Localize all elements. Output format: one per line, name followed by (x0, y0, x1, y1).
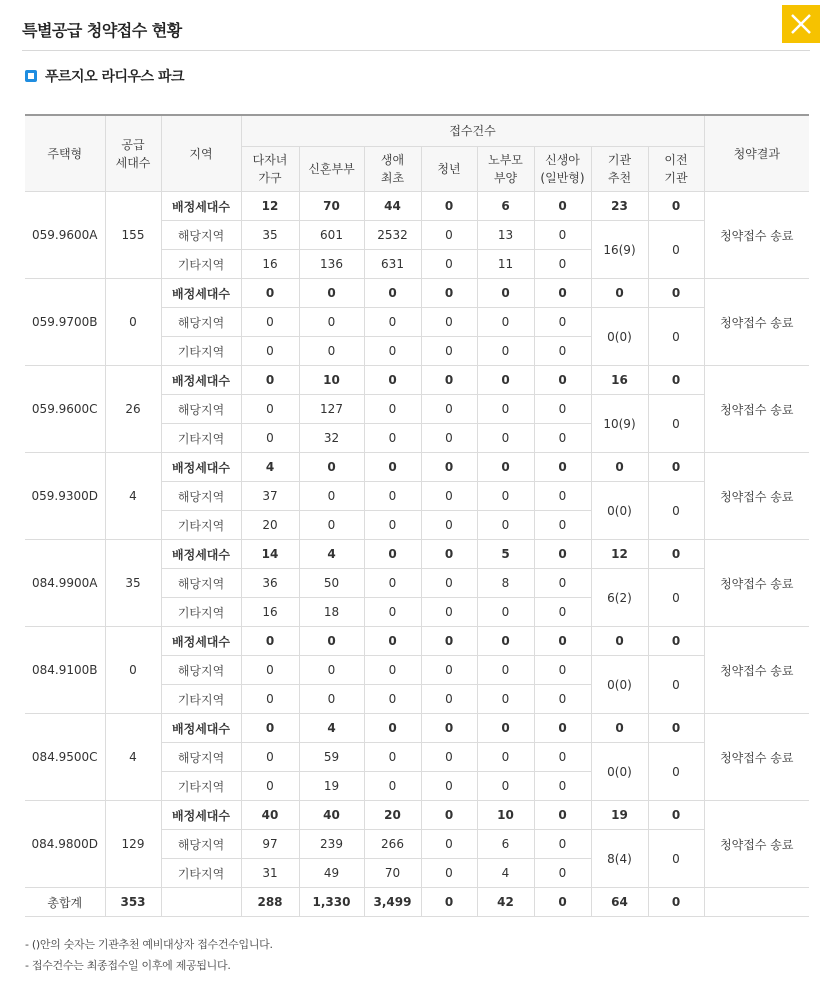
count-cell: 14 (241, 540, 299, 569)
count-cell: 97 (241, 830, 299, 859)
region-cell: 기타지역 (161, 859, 241, 888)
count-cell: 0 (421, 656, 477, 685)
square-bullet-icon (25, 70, 37, 82)
close-button[interactable] (782, 5, 820, 43)
footnote-reserve: - ()안의 숫자는 기관추천 예비대상자 접수건수입니다. (25, 938, 273, 951)
region-cell: 배정세대수 (161, 192, 241, 221)
region-cell: 기타지역 (161, 685, 241, 714)
house-type-cell: 059.9600A (25, 192, 105, 279)
count-cell: 19 (299, 772, 364, 801)
house-type-cell: 084.9500C (25, 714, 105, 801)
count-cell: 12 (591, 540, 648, 569)
table-row (25, 714, 809, 743)
count-cell: 0 (421, 598, 477, 627)
count-cell: 0 (477, 598, 534, 627)
count-cell: 0 (534, 337, 591, 366)
count-cell: 11 (477, 250, 534, 279)
region-cell: 해당지역 (161, 743, 241, 772)
count-cell: 0 (648, 192, 704, 221)
count-cell: 601 (299, 221, 364, 250)
supply-units-cell: 26 (105, 366, 161, 453)
header-supply-units: 공급 세대수 (105, 115, 161, 192)
house-type-cell: 084.9100B (25, 627, 105, 714)
region-cell: 기타지역 (161, 511, 241, 540)
agency-recommend-cell: 6(2) (591, 569, 648, 627)
count-cell: 0 (648, 714, 704, 743)
count-cell: 0 (534, 250, 591, 279)
agency-recommend-cell: 8(4) (591, 830, 648, 888)
count-cell: 0 (534, 830, 591, 859)
count-cell: 0 (364, 366, 421, 395)
count-cell: 0 (477, 279, 534, 308)
count-cell: 0 (534, 279, 591, 308)
supply-units-cell: 35 (105, 540, 161, 627)
region-cell: 해당지역 (161, 221, 241, 250)
count-cell: 32 (299, 424, 364, 453)
count-cell: 50 (299, 569, 364, 598)
count-cell: 0 (364, 540, 421, 569)
count-cell: 49 (299, 859, 364, 888)
footnotes (25, 934, 273, 976)
count-cell: 0 (364, 511, 421, 540)
count-cell: 0 (421, 743, 477, 772)
region-cell: 해당지역 (161, 569, 241, 598)
complex-name-text: 푸르지오 라디우스 파크 (45, 69, 184, 85)
result-cell: 청약접수 송료 (704, 279, 809, 366)
transfer-agency-cell: 0 (648, 656, 704, 714)
count-cell: 0 (364, 279, 421, 308)
count-cell: 0 (299, 453, 364, 482)
count-cell: 0 (421, 859, 477, 888)
house-type-cell: 059.9300D (25, 453, 105, 540)
count-cell: 0 (421, 395, 477, 424)
count-cell: 5 (477, 540, 534, 569)
agency-recommend-cell: 0(0) (591, 482, 648, 540)
house-type-cell: 059.9700B (25, 279, 105, 366)
region-cell: 해당지역 (161, 395, 241, 424)
transfer-agency-cell: 0 (648, 743, 704, 801)
count-cell: 4 (241, 453, 299, 482)
popup-header (22, 0, 810, 51)
count-cell: 0 (364, 424, 421, 453)
table-row (25, 279, 809, 308)
count-cell: 0 (534, 859, 591, 888)
count-cell: 0 (241, 714, 299, 743)
transfer-agency-cell: 0 (648, 482, 704, 540)
result-cell: 청약접수 송료 (704, 540, 809, 627)
agency-recommend-cell: 10(9) (591, 395, 648, 453)
total-value: 288 (241, 888, 299, 917)
count-cell: 13 (477, 221, 534, 250)
count-cell: 23 (591, 192, 648, 221)
count-cell: 0 (241, 395, 299, 424)
count-cell: 0 (299, 511, 364, 540)
count-cell: 6 (477, 830, 534, 859)
table-row (25, 540, 809, 569)
count-cell: 16 (241, 598, 299, 627)
region-cell: 기타지역 (161, 337, 241, 366)
total-units: 353 (105, 888, 161, 917)
count-cell: 0 (364, 656, 421, 685)
header-receipt-count: 접수건수 (241, 115, 704, 147)
region-cell: 배정세대수 (161, 366, 241, 395)
table-row (25, 366, 809, 395)
header-category: 생애 최초 (364, 147, 421, 192)
count-cell: 0 (477, 395, 534, 424)
region-cell: 해당지역 (161, 656, 241, 685)
count-cell: 0 (648, 801, 704, 830)
region-cell: 해당지역 (161, 482, 241, 511)
subscription-table (25, 114, 809, 917)
count-cell: 0 (477, 772, 534, 801)
count-cell: 4 (299, 714, 364, 743)
count-cell: 0 (477, 453, 534, 482)
count-cell: 0 (241, 424, 299, 453)
count-cell: 44 (364, 192, 421, 221)
count-cell: 0 (421, 279, 477, 308)
supply-units-cell: 0 (105, 627, 161, 714)
count-cell: 0 (241, 685, 299, 714)
count-cell: 0 (421, 540, 477, 569)
agency-recommend-cell: 16(9) (591, 221, 648, 279)
count-cell: 0 (534, 221, 591, 250)
count-cell: 0 (241, 366, 299, 395)
count-cell: 0 (477, 743, 534, 772)
count-cell: 37 (241, 482, 299, 511)
count-cell: 0 (241, 656, 299, 685)
supply-units-cell: 0 (105, 279, 161, 366)
count-cell: 20 (364, 801, 421, 830)
count-cell: 0 (477, 685, 534, 714)
count-cell: 0 (534, 743, 591, 772)
house-type-cell: 084.9800D (25, 801, 105, 888)
count-cell: 0 (477, 627, 534, 656)
table-row (25, 192, 809, 221)
count-cell: 0 (477, 511, 534, 540)
count-cell: 8 (477, 569, 534, 598)
supply-units-cell: 4 (105, 453, 161, 540)
count-cell: 127 (299, 395, 364, 424)
count-cell: 0 (591, 627, 648, 656)
count-cell: 0 (648, 540, 704, 569)
count-cell: 0 (421, 192, 477, 221)
total-row (25, 888, 809, 917)
total-value: 0 (421, 888, 477, 917)
count-cell: 0 (534, 308, 591, 337)
count-cell: 18 (299, 598, 364, 627)
count-cell: 0 (421, 424, 477, 453)
count-cell: 0 (534, 395, 591, 424)
count-cell: 31 (241, 859, 299, 888)
count-cell: 0 (364, 685, 421, 714)
region-cell: 기타지역 (161, 424, 241, 453)
supply-units-cell: 4 (105, 714, 161, 801)
total-label: 총합계 (25, 888, 105, 917)
count-cell: 0 (421, 221, 477, 250)
table-row (25, 453, 809, 482)
total-value: 0 (534, 888, 591, 917)
agency-recommend-cell: 0(0) (591, 308, 648, 366)
region-cell: 기타지역 (161, 250, 241, 279)
region-cell: 배정세대수 (161, 801, 241, 830)
count-cell: 0 (364, 714, 421, 743)
count-cell: 0 (477, 656, 534, 685)
count-cell: 0 (421, 337, 477, 366)
count-cell: 10 (299, 366, 364, 395)
supply-units-cell: 129 (105, 801, 161, 888)
count-cell: 70 (299, 192, 364, 221)
count-cell: 4 (477, 859, 534, 888)
count-cell: 0 (534, 801, 591, 830)
header-category: 신생아 (일반형) (534, 147, 591, 192)
page-title: 특별공급 청약접수 현황 (22, 21, 182, 40)
count-cell: 0 (364, 569, 421, 598)
count-cell: 0 (364, 743, 421, 772)
count-cell: 0 (421, 569, 477, 598)
count-cell: 0 (477, 308, 534, 337)
count-cell: 2532 (364, 221, 421, 250)
header-result: 청약결과 (704, 115, 809, 192)
transfer-agency-cell: 0 (648, 830, 704, 888)
region-cell: 배정세대수 (161, 540, 241, 569)
count-cell: 0 (241, 279, 299, 308)
count-cell: 0 (534, 511, 591, 540)
total-value: 3,499 (364, 888, 421, 917)
transfer-agency-cell: 0 (648, 569, 704, 627)
region-cell: 해당지역 (161, 308, 241, 337)
agency-recommend-cell: 0(0) (591, 743, 648, 801)
count-cell: 0 (299, 627, 364, 656)
transfer-agency-cell: 0 (648, 308, 704, 366)
count-cell: 0 (299, 308, 364, 337)
count-cell: 0 (421, 801, 477, 830)
count-cell: 0 (534, 424, 591, 453)
count-cell: 6 (477, 192, 534, 221)
count-cell: 0 (421, 511, 477, 540)
count-cell: 266 (364, 830, 421, 859)
count-cell: 0 (299, 337, 364, 366)
count-cell: 16 (591, 366, 648, 395)
result-cell: 청약접수 송료 (704, 714, 809, 801)
count-cell: 0 (364, 627, 421, 656)
count-cell: 0 (648, 453, 704, 482)
result-cell: 청약접수 송료 (704, 366, 809, 453)
count-cell: 0 (534, 569, 591, 598)
header-category: 이전 기관 (648, 147, 704, 192)
count-cell: 0 (421, 366, 477, 395)
table-row (25, 627, 809, 656)
count-cell: 0 (421, 250, 477, 279)
total-value: 1,330 (299, 888, 364, 917)
agency-recommend-cell: 0(0) (591, 656, 648, 714)
count-cell: 0 (241, 743, 299, 772)
count-cell: 0 (534, 598, 591, 627)
region-cell: 기타지역 (161, 772, 241, 801)
count-cell: 0 (421, 627, 477, 656)
count-cell: 0 (534, 453, 591, 482)
count-cell: 0 (534, 366, 591, 395)
count-cell: 0 (299, 279, 364, 308)
count-cell: 4 (299, 540, 364, 569)
total-region-empty (161, 888, 241, 917)
count-cell: 0 (421, 714, 477, 743)
count-cell: 0 (648, 279, 704, 308)
header-category: 신혼부부 (299, 147, 364, 192)
count-cell: 631 (364, 250, 421, 279)
count-cell: 0 (534, 540, 591, 569)
count-cell: 0 (241, 627, 299, 656)
count-cell: 40 (241, 801, 299, 830)
count-cell: 0 (241, 308, 299, 337)
table-row (25, 801, 809, 830)
count-cell: 0 (591, 453, 648, 482)
count-cell: 0 (364, 337, 421, 366)
count-cell: 0 (534, 656, 591, 685)
count-cell: 0 (421, 453, 477, 482)
count-cell: 0 (421, 830, 477, 859)
house-type-cell: 084.9900A (25, 540, 105, 627)
count-cell: 35 (241, 221, 299, 250)
region-cell: 배정세대수 (161, 627, 241, 656)
count-cell: 0 (364, 772, 421, 801)
transfer-agency-cell: 0 (648, 395, 704, 453)
count-cell: 0 (364, 598, 421, 627)
count-cell: 0 (534, 482, 591, 511)
count-cell: 0 (299, 482, 364, 511)
count-cell: 0 (534, 192, 591, 221)
region-cell: 배정세대수 (161, 714, 241, 743)
result-cell: 청약접수 송료 (704, 801, 809, 888)
house-type-cell: 059.9600C (25, 366, 105, 453)
region-cell: 배정세대수 (161, 279, 241, 308)
count-cell: 12 (241, 192, 299, 221)
count-cell: 0 (421, 685, 477, 714)
header-category: 노부모 부양 (477, 147, 534, 192)
count-cell: 0 (364, 395, 421, 424)
transfer-agency-cell: 0 (648, 221, 704, 279)
result-cell: 청약접수 송료 (704, 627, 809, 714)
count-cell: 20 (241, 511, 299, 540)
count-cell: 0 (591, 714, 648, 743)
count-cell: 0 (534, 714, 591, 743)
total-value: 42 (477, 888, 534, 917)
count-cell: 59 (299, 743, 364, 772)
result-cell: 청약접수 송료 (704, 453, 809, 540)
count-cell: 0 (534, 772, 591, 801)
count-cell: 0 (421, 308, 477, 337)
count-cell: 0 (477, 337, 534, 366)
region-cell: 기타지역 (161, 598, 241, 627)
close-icon (782, 5, 820, 43)
count-cell: 0 (477, 424, 534, 453)
complex-name (25, 66, 184, 86)
count-cell: 0 (421, 772, 477, 801)
supply-units-cell: 155 (105, 192, 161, 279)
count-cell: 10 (477, 801, 534, 830)
count-cell: 0 (648, 366, 704, 395)
count-cell: 0 (364, 308, 421, 337)
count-cell: 36 (241, 569, 299, 598)
count-cell: 0 (477, 714, 534, 743)
count-cell: 0 (241, 337, 299, 366)
total-value: 64 (591, 888, 648, 917)
count-cell: 0 (534, 627, 591, 656)
count-cell: 0 (299, 656, 364, 685)
count-cell: 0 (421, 482, 477, 511)
count-cell: 0 (299, 685, 364, 714)
count-cell: 136 (299, 250, 364, 279)
total-result-empty (704, 888, 809, 917)
count-cell: 0 (477, 482, 534, 511)
header-region: 지역 (161, 115, 241, 192)
count-cell: 16 (241, 250, 299, 279)
count-cell: 0 (364, 453, 421, 482)
count-cell: 239 (299, 830, 364, 859)
region-cell: 해당지역 (161, 830, 241, 859)
header-category: 다자녀 가구 (241, 147, 299, 192)
count-cell: 0 (648, 627, 704, 656)
count-cell: 0 (241, 772, 299, 801)
count-cell: 70 (364, 859, 421, 888)
region-cell: 배정세대수 (161, 453, 241, 482)
count-cell: 0 (591, 279, 648, 308)
footnote-timing: - 접수건수는 최종접수일 이후에 제공됩니다. (25, 959, 231, 972)
count-cell: 0 (477, 366, 534, 395)
header-house-type: 주택형 (25, 115, 105, 192)
count-cell: 19 (591, 801, 648, 830)
total-value: 0 (648, 888, 704, 917)
count-cell: 40 (299, 801, 364, 830)
header-category: 청년 (421, 147, 477, 192)
count-cell: 0 (534, 685, 591, 714)
count-cell: 0 (364, 482, 421, 511)
header-category: 기관 추천 (591, 147, 648, 192)
result-cell: 청약접수 송료 (704, 192, 809, 279)
